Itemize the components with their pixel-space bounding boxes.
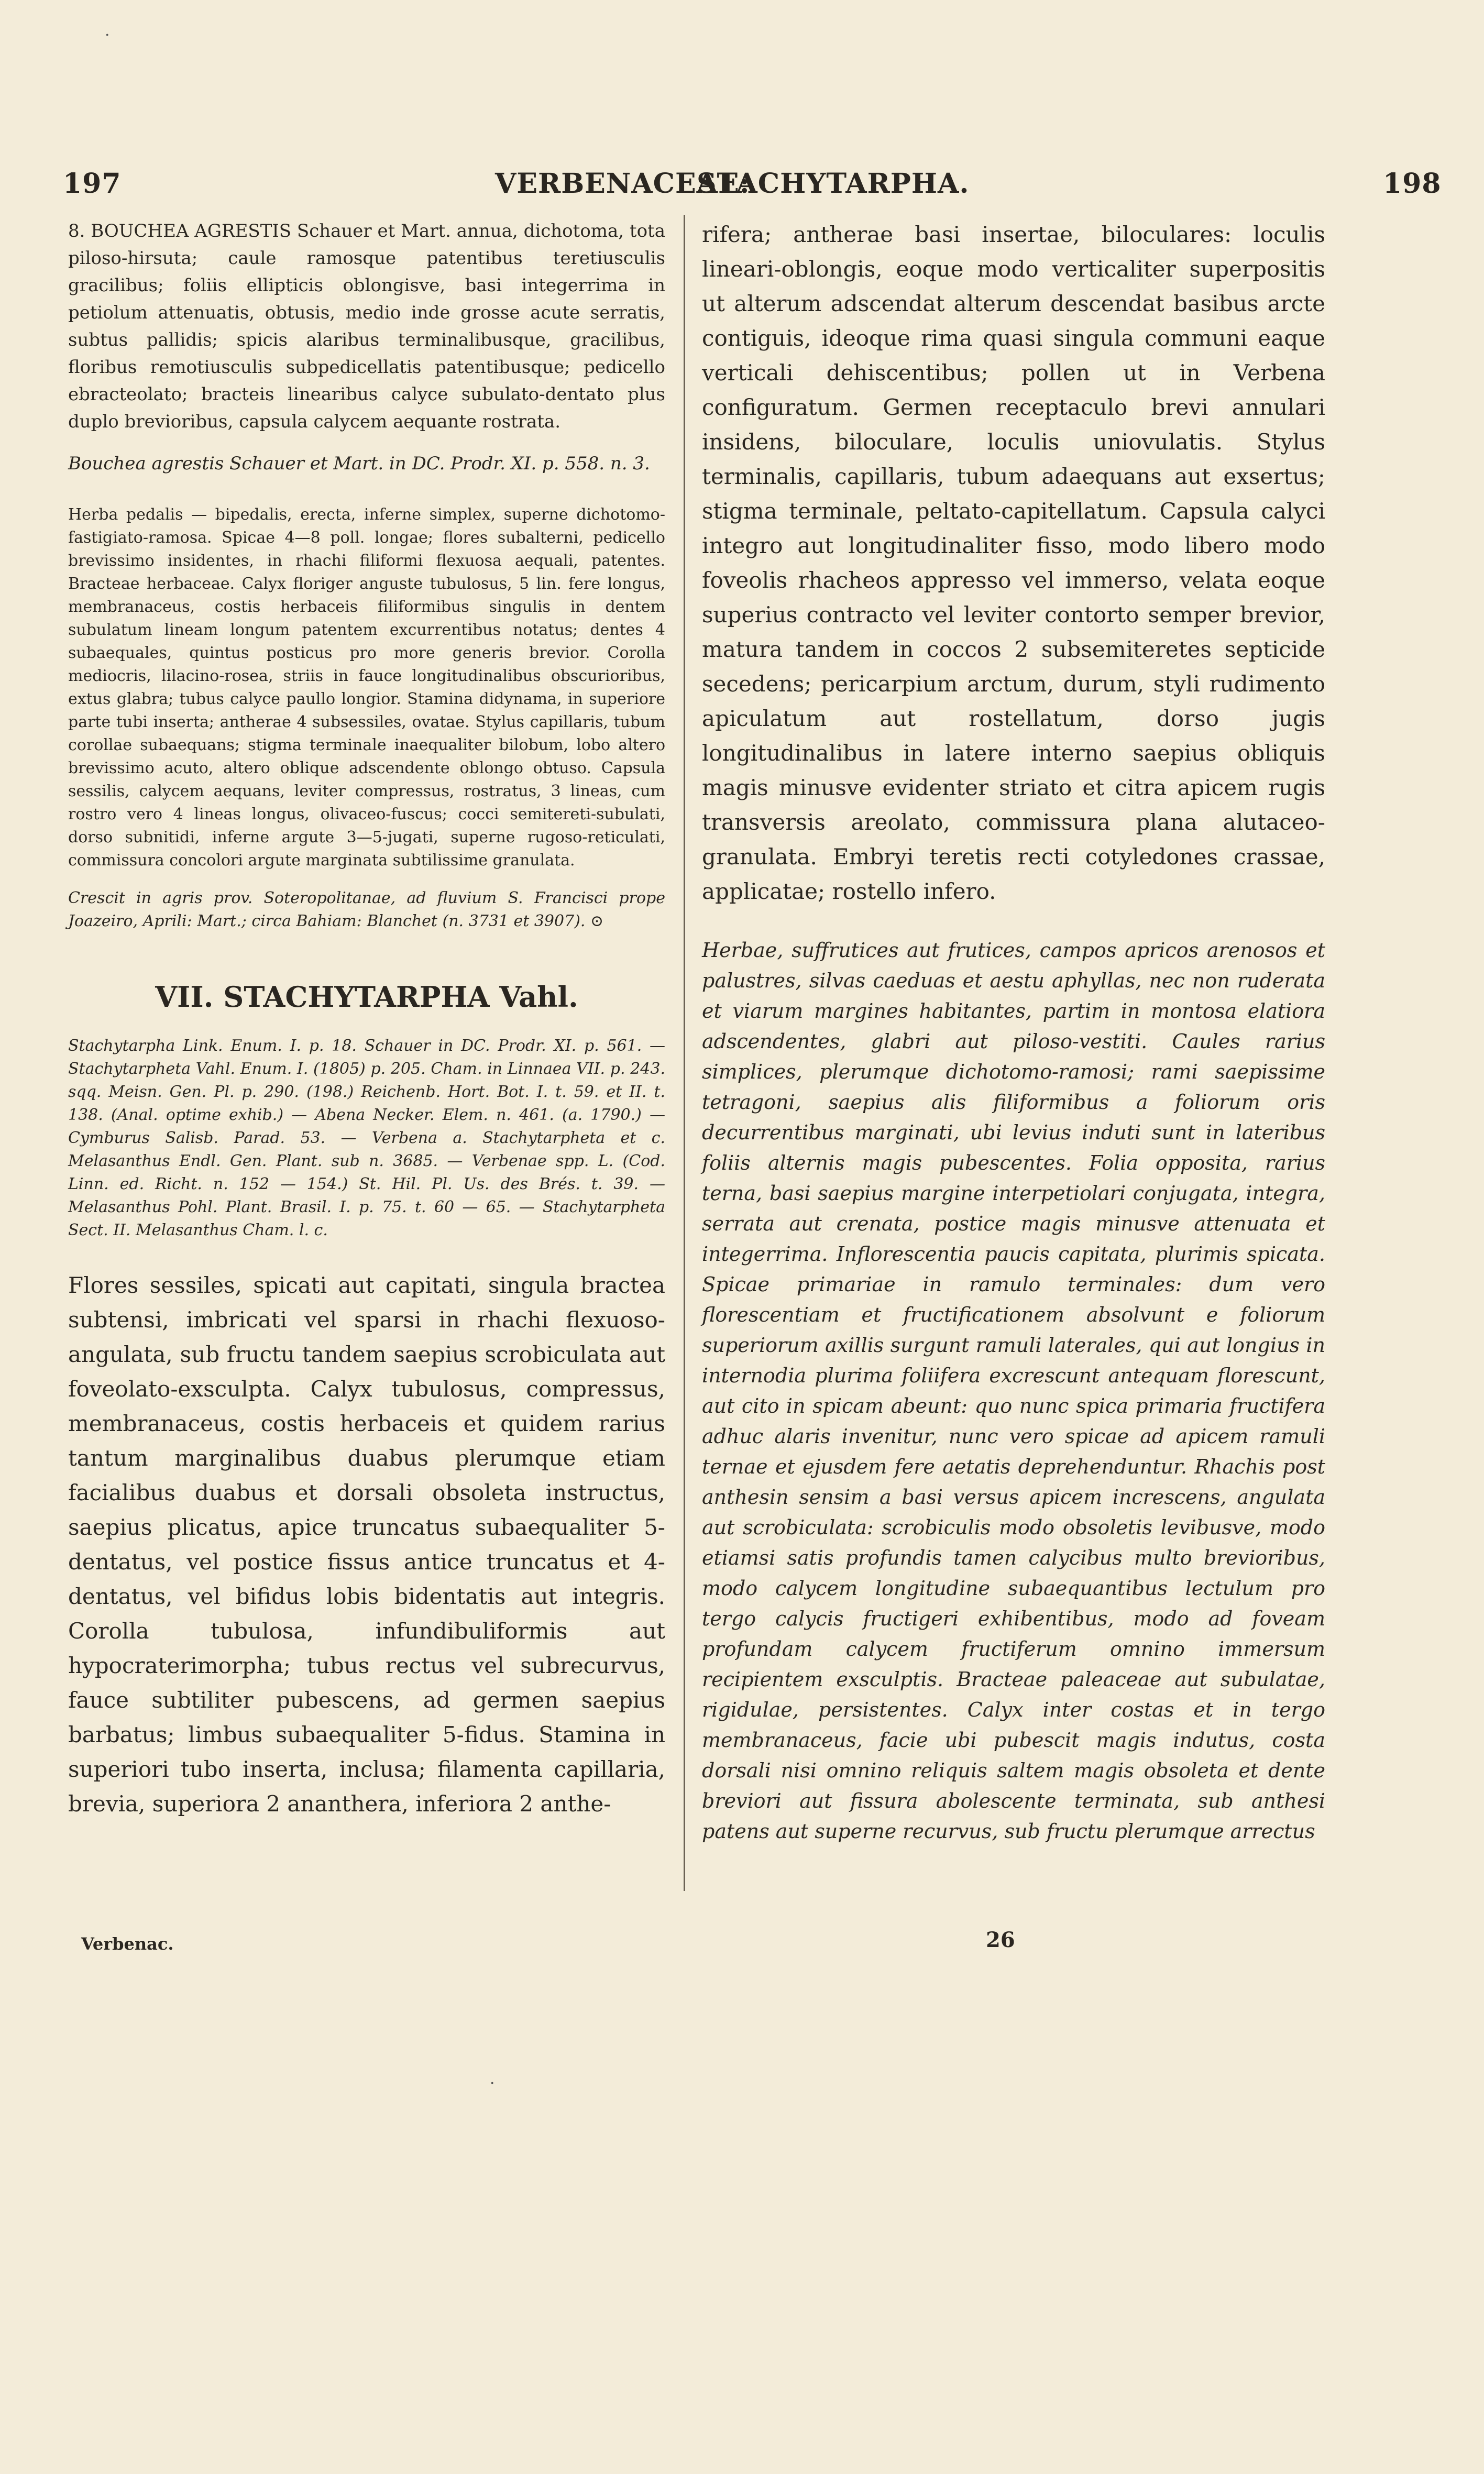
right-column: [702, 217, 1325, 1846]
genus-description: Flores sessiles, spicati aut capitati, singula bractea subtensi, imbricati vel sparsi in rhachi flexuoso-angulata, sub fructu tandem saepius scrobiculata aut foveolato-exsculpta. Calyx tubulosus, compressus, membranaceus, costis herbaceis et quidem rarius tantum marginalibus duabus plerumque etiam facialibus duabus et dorsali obsoleta instructus, saepius plicatus, apice truncatus subaequaliter 5-dentatus, vel postice fissus antice truncatus et 4-dentatus, vel bifidus lobis bidentatis aut integris. Corolla tubulosa, infundibuliformis aut hypocraterimorpha; tubus rectus vel subrecurvus, fauce subtiliter pubescens, ad germen saepius barbatus; limbus subaequaliter 5-fidus. Stamina in superiori tubo inserta, inclusa; filamenta capillaria, brevia, superiora 2 ananthera, inferiora 2 anthe-: [68, 1272, 665, 1817]
column-divider: [684, 215, 685, 1891]
specks-top: ·: [105, 26, 110, 45]
species-citation: Bouchea agrestis Schauer et Mart. in DC. Prodr. XI. p. 558. n. 3.: [68, 453, 650, 474]
species-description: 8. BOUCHEA AGRESTIS Schauer et Mart. annua, dichotoma, tota piloso-hirsuta; caule ramosque patentibus teretiusculis gracilibus; foliis ellipticis oblongisve, basi integerrima in petiolum attenuatis, obtusis, medio inde grosse acute serratis, subtus pallidis; spicis alaribus terminalibusque, gracilibus, floribus remotiusculis subpedicellatis patentibusque; pedicello ebracteolato; bracteis linearibus calyce subulato-dentato plus duplo brevioribus, capsula calycem aequante rostrata.: [68, 221, 665, 432]
left-column: [68, 217, 665, 1821]
signature-mark: Verbenac.: [81, 1934, 174, 1954]
genus-description-continued: rifera; antherae basi insertae, biloculares: loculis lineari-oblongis, eoque modo verticaliter superpositis ut alterum adscendat alterum descendat basibus arcte contiguis, ideoque rima quasi singula communi eaque verticali dehiscentibus; pollen ut in Verbena configuratum. Germen receptaculo brevi annulari insidens, biloculare, loculis uniovulatis. Stylus terminalis, capillaris, tubum adaequans aut exsertus; stigma terminale, peltato-capitellatum. Capsula calyci integro aut longitudinaliter fisso, modo libero modo foveolis rhacheos appresso vel immerso, velata eoque superius contracto vel leviter contorto semper brevior, matura tandem in coccos 2 subsemiteretes septicide secedens; pericarpium arctum, durum, styli rudimento apiculatum aut rostellatum, dorso jugis longitudinalibus in latere interno saepius obliquis magis minusve evidenter striato et citra apicem rugis transversis areolato, commissura plana alutaceo-granulata. Embryi teretis recti cotyledones crassae, applicatae; rostello infero.: [702, 222, 1325, 904]
right-page-number: 198: [1383, 168, 1442, 200]
genus-synonymy: Stachytarpha Link. Enum. I. p. 18. Schauer in DC. Prodr. XI. p. 561. — Stachytarpheta Vahl. Enum. I. (1805) p. 205. Cham. in Linnaea VII. p. 243. sqq. Meisn. Gen. Pl. p. 290. (198.) Reichenb. Hort. Bot. I. t. 59. et II. t. 138. (Anal. optime exhib.) — Abena Necker. Elem. n. 461. (a. 1790.) — Cymburus Salisb. Parad. 53. — Verbena a. Stachytarpheta et c. Melasanthus Endl. Gen. Plant. sub n. 3685. — Verbenae spp. L. (Cod. Linn. ed. Richt. n. 152 — 154.) St. Hil. Pl. Us. des Brés. t. 39. — Melasanthus Pohl. Plant. Brasil. I. p. 75. t. 60 — 65. — Stachytarpheta Sect. II. Melasanthus Cham. l. c.: [68, 1037, 665, 1239]
left-page-number: 197: [63, 168, 122, 200]
habitat-note: Crescit in agris prov. Soteropolitanae, ad fluvium S. Francisci prope Joazeiro, Aprili: Mart.; circa Bahiam: Blanchet (n. 3731 et 3907). ⊙: [68, 889, 665, 930]
gathering-number: 26: [986, 1928, 1015, 1952]
running-title-genus: STACHYTARPHA.: [697, 168, 970, 200]
running-title-family: VERBENACEAE:: [495, 168, 750, 200]
species-detailed-description: Herba pedalis — bipedalis, erecta, inferne simplex, superne dichotomo-fastigiato-ramosa. Spicae 4—8 poll. longae; flores subalterni, pedicello brevissimo insidentes, in rhachi filiformi flexuosa aequali, patentes. Bracteae herbaceae. Calyx floriger anguste tubulosus, 5 lin. fere longus, membranaceus, costis herbaceis filiformibus singulis in dentem subulatum lineam longum patentem excurrentibus notatus; dentes 4 subaequales, quintus posticus pro more generis brevior. Corolla mediocris, lilacino-rosea, striis in fauce longitudinalibus obscurioribus, extus glabra; tubus calyce paullo longior. Stamina didynama, in superiore parte tubi inserta; antherae 4 subsessiles, ovatae. Stylus capillaris, tubum corollae subaequans; stigma terminale inaequaliter bilobum, lobo altero brevissimo acuto, altero oblique adscendente oblongo obtuso. Capsula sessilis, calycem aequans, leviter compressus, rostratus, 3 lineas, cum rostro vero 4 lineas longus, olivaceo-fuscus; cocci semitereti-subulati, dorso subnitidi, inferne argute 3—5-jugati, superne rugoso-reticulati, commissura concolori argute marginata subtilissime granulata.: [68, 505, 665, 870]
habit-description: Herbae, suffrutices aut frutices, campos apricos arenosos et palustres, silvas caeduas et aestu aphyllas, nec non ruderata et viarum margines habitantes, partim in montosa elatiora adscendentes, glabri aut piloso-vestiti. Caules rarius simplices, plerumque dichotomo-ramosi; rami saepissime tetragoni, saepius alis filiformibus a foliorum oris decurrentibus marginati, ubi levius induti sunt in lateribus foliis alternis magis pubescentes. Folia opposita, rarius terna, basi saepius margine interpetiolari conjugata, integra, serrata aut crenata, postice magis minusve attenuata et integerrima. Inflorescentia paucis capitata, plurimis spicata. Spicae primariae in ramulo terminales: dum vero florescentiam et fructificationem absolvunt e foliorum superiorum axillis surgunt ramuli laterales, qui aut longius in internodia plurima foliifera excrescunt antequam florescunt, aut cito in spicam abeunt: quo nunc spica primaria fructifera adhuc alaris invenitur, nunc vero spicae ad apicem ramuli ternae et ejusdem fere aetatis deprehenduntur. Rhachis post anthesin sensim a basi versus apicem increscens, angulata aut scrobiculata: scrobiculis modo obsoletis levibusve, modo etiamsi satis profundis tamen calycibus multo brevioribus, modo calycem longitudine subaequantibus lectulum pro tergo calycis fructigeri exhibentibus, modo ad foveam profundam calycem fructiferum omnino immersum recipientem exsculptis. Bracteae paleaceae aut subulatae, rigidulae, persistentes. Calyx inter costas et in tergo membranaceus, facie ubi pubescit magis indutus, costa dorsali nisi omnino reliquis saltem magis obsoleta et dente breviori aut fissura abolescente terminata, sub anthesi patens aut superne recurvus, sub fructu plerumque arrectus: [702, 939, 1325, 1843]
specks-bottom: ·: [490, 2074, 495, 2093]
genus-heading: VII. STACHYTARPHA Vahl.: [155, 980, 578, 1014]
